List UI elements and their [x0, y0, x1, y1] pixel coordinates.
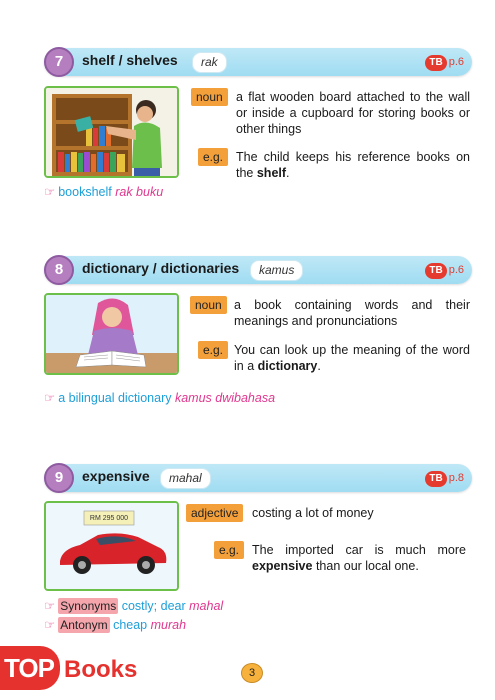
- shelf-illustration: [44, 86, 179, 178]
- pointing-hand-icon: ☞: [44, 618, 56, 632]
- headword: expensive: [82, 468, 150, 484]
- part-of-speech-tag: noun: [190, 296, 227, 314]
- tb-page: p.6: [448, 56, 464, 68]
- definition: a book containing words and their meanings and pronunciations: [234, 298, 470, 328]
- translation-pill: rak: [192, 52, 227, 73]
- logo-part-top: TOP: [0, 646, 60, 690]
- topbooks-watermark-logo: [0, 646, 137, 690]
- entry-header: [44, 48, 472, 76]
- note-malay: rak buku: [115, 185, 164, 199]
- entry-number-badge: 9: [44, 463, 74, 493]
- textbook-reference: [425, 54, 464, 70]
- definition: a flat wooden board attached to the wall or inside a cupboard for storing books or other things: [236, 90, 470, 136]
- pointing-hand-icon: ☞: [44, 391, 56, 405]
- tb-label: TB: [425, 55, 446, 71]
- example-end: than our local one.: [312, 559, 419, 573]
- example-text: The child keeps his reference books on the: [236, 150, 470, 180]
- example-end: .: [317, 359, 321, 373]
- related-note: [44, 390, 275, 405]
- synonyms-malay: mahal: [189, 599, 224, 613]
- translation-pill: mahal: [160, 468, 211, 489]
- tb-label: TB: [425, 471, 446, 487]
- example-label: e.g.: [214, 541, 244, 559]
- antonym-note: [44, 617, 186, 633]
- translation-pill: kamus: [250, 260, 303, 281]
- pointing-hand-icon: ☞: [44, 185, 56, 199]
- synonyms-label: Synonyms: [60, 599, 117, 613]
- part-of-speech-tag: noun: [191, 88, 228, 106]
- entry-header: [44, 464, 472, 492]
- pointing-hand-icon: ☞: [44, 599, 56, 613]
- textbook-reference: [425, 262, 464, 278]
- antonym-malay: murah: [150, 618, 187, 632]
- example-keyword: shelf: [256, 166, 287, 180]
- tb-label: TB: [425, 263, 446, 279]
- logo-part-books: Books: [63, 656, 138, 683]
- example-sentence: [234, 342, 470, 374]
- synonyms-english: costly; dear: [121, 599, 186, 613]
- car-illustration: [44, 501, 179, 591]
- tb-page: p.8: [448, 472, 464, 484]
- textbook-reference: [425, 470, 464, 486]
- synonyms-note: [44, 598, 223, 614]
- example-keyword: expensive: [252, 559, 313, 573]
- part-of-speech-tag: adjective: [186, 504, 243, 522]
- example-text: The imported car is much more: [252, 543, 466, 557]
- definition: costing a lot of money: [252, 506, 374, 520]
- entry-number-badge: 8: [44, 255, 74, 285]
- dictionary-illustration: [44, 293, 179, 375]
- related-note: [44, 184, 163, 199]
- antonym-english: cheap: [113, 618, 148, 632]
- example-sentence: [236, 149, 470, 181]
- example-label: e.g.: [198, 341, 228, 359]
- example-text: You can look up the meaning of the word in a: [234, 343, 470, 373]
- example-end: .: [286, 166, 290, 180]
- note-malay: kamus dwibahasa: [174, 391, 276, 405]
- example-label: e.g.: [198, 148, 228, 166]
- page-number: 3: [241, 663, 263, 683]
- antonym-label: Antonym: [60, 618, 108, 632]
- example-sentence: [252, 542, 466, 574]
- note-english: a bilingual dictionary: [58, 391, 172, 405]
- entry-number-badge: 7: [44, 47, 74, 77]
- example-keyword: dictionary: [257, 359, 318, 373]
- price-tag: RM 295 000: [89, 515, 129, 522]
- tb-page: p.6: [448, 264, 464, 276]
- entry-header: [44, 256, 472, 284]
- note-english: bookshelf: [58, 185, 112, 199]
- headword: dictionary / dictionaries: [82, 260, 240, 276]
- headword: shelf / shelves: [82, 52, 178, 68]
